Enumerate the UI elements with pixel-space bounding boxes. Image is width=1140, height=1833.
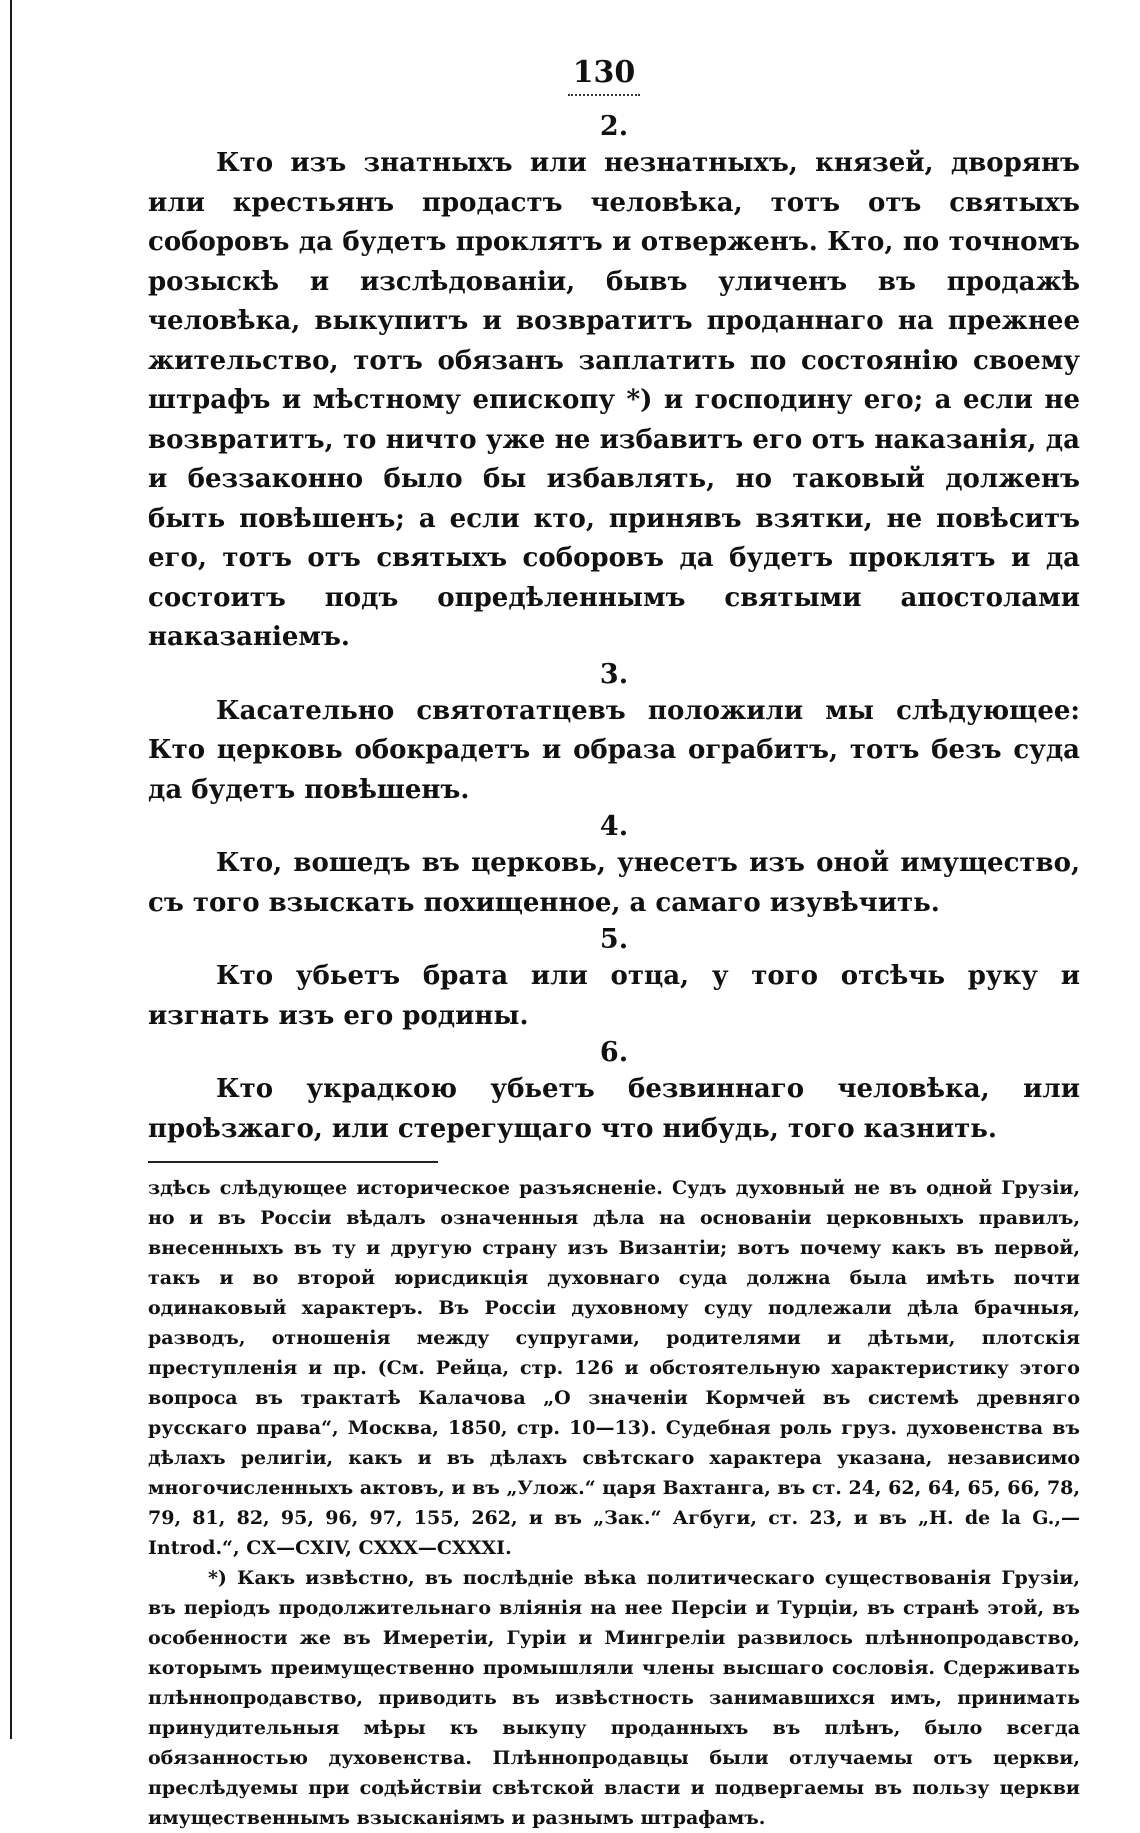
- section-paragraph: Кто убьетъ брата или отца, у того отсѣчь руку и изгнать изъ его родины.: [148, 961, 1080, 1031]
- footnote-paragraph: *) Какъ извѣстно, въ послѣдніе вѣка политическаго существованія Грузіи, въ періодъ продолжительнаго вліянія на нее Персіи и Турціи, въ странѣ этой, въ особенности же въ Имеретіи, Гуріи и Мингреліи развилось плѣннопродавство, которымъ преимущественно промышляли члены высшаго сословія. Сдерживать плѣннопродавство, приводить въ извѣстность занимавшихся имъ, принимать принудительныя мѣры къ выкупу проданныхъ въ плѣнъ, было всегда обязанностью духовенства. Плѣннопродавцы были отлучаемы отъ церкви, преслѣдуемы при содѣйствіи свѣтской власти и подвергаемы въ пользу церкви имущественнымъ взысканіямъ и разнымъ штрафамъ.: [148, 1567, 1080, 1829]
- section-paragraph: Кто украдкою убьетъ безвиннаго человѣка, или проѣзжаго, или стерегущаго что нибудь, того казнить.: [148, 1074, 1080, 1144]
- section: [148, 1036, 1080, 1149]
- footnotes: [148, 1173, 1080, 1833]
- page-number-ornament: [568, 94, 640, 96]
- section-number: 3.: [599, 658, 629, 690]
- section: [148, 110, 1080, 658]
- section-number: 6.: [599, 1037, 629, 1068]
- section: [148, 658, 1080, 811]
- page-number: 130: [572, 55, 636, 90]
- section-paragraph: Кто, вошедъ въ церковь, унесетъ изъ оной имущество, съ того взыскать похищенное, а самаго изувѣчить.: [148, 848, 1080, 918]
- section-paragraph: Касательно святотатцевъ положили мы слѣдующее: Кто церковь обокрадетъ и образа ограбитъ, тотъ безъ суда да будетъ повѣшенъ.: [148, 695, 1080, 805]
- section-number: 4.: [599, 811, 629, 842]
- main-text: [148, 110, 1080, 1149]
- section-paragraph: Кто изъ знатныхъ или незнатныхъ, князей, дворянъ или крестьянъ продастъ человѣка, тотъ отъ святыхъ соборовъ да будетъ проклятъ и отверженъ. Кто, по точномъ розыскѣ и изслѣдованіи, бывъ уличенъ въ продажѣ человѣка, выкупитъ и возвратитъ проданнаго на прежнее жительство, тотъ обязанъ заплатить по состоянію своему штрафъ и мѣстному епископу *) и господину его; а если не возвратитъ, то ничто уже не избавитъ его отъ наказанія, да и беззаконно было бы избавлять, но таковый долженъ быть повѣшенъ; а если кто, принявъ взятки, не повѣситъ его, тотъ отъ святыхъ соборовъ да будетъ проклятъ и да состоитъ подъ опредѣленнымъ святыми апостолами наказаніемъ.: [148, 148, 1080, 652]
- footnote-divider: [148, 1161, 438, 1163]
- section: [148, 810, 1080, 923]
- book-page: [148, 55, 1080, 1833]
- section: [148, 923, 1080, 1036]
- section-number: 5.: [599, 924, 629, 955]
- footnote-paragraph: здѣсь слѣдующее историческое разъясненіе. Судъ духовный не въ одной Грузіи, но и въ Россіи вѣдалъ означенныя дѣла на основаніи церковныхъ правилъ, внесенныхъ въ ту и другую страну изъ Византіи; вотъ почему какъ въ первой, такъ и во второй юрисдикція духовнаго суда должна была имѣть почти одинаковый характеръ. Въ Россіи духовному суду подлежали дѣла брачныя, разводъ, отношенія между супругами, родителями и дѣтьми, плотскія преступленія и пр. (См. Рейца, стр. 126 и обстоятельную характеристику этого вопроса въ трактатѣ Калачова „О значеніи Кормчей въ системѣ древняго русскаго права“, Москва, 1850, стр. 10—13). Судебная роль груз. духовенства въ дѣлахъ религіи, какъ и въ дѣлахъ свѣтскаго характера указана, независимо многочисленныхъ актовъ, и въ „Улож.“ царя Вахтанга, въ ст. 24, 62, 64, 65, 66, 78, 79, 81, 82, 95, 96, 97, 155, 262, и въ „Зак.“ Агбуги, ст. 23, и въ „H. de la G.,—Introd.“, CX—CXIV, CXXX—CXXXI.: [148, 1177, 1080, 1559]
- scan-edge-line: [10, 0, 12, 1739]
- section-number: 2.: [599, 111, 629, 142]
